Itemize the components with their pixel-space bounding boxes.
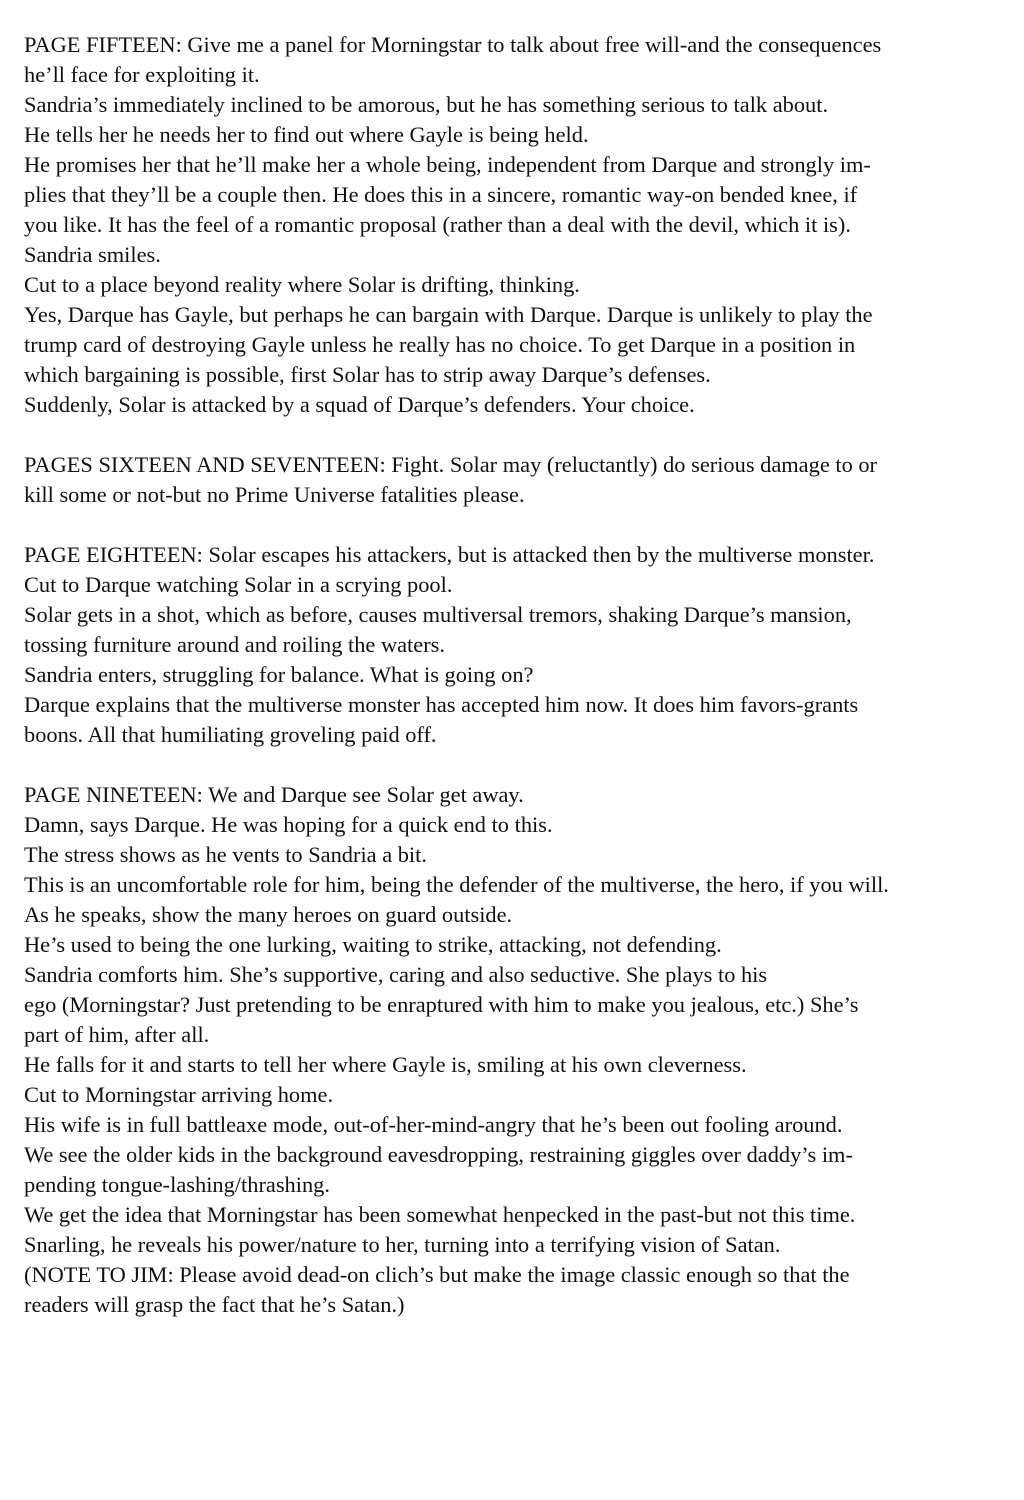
text-line: He promises her that he’ll make her a whole being, independent from Darque and strongly im- [24, 152, 871, 177]
text-line: His wife is in full battleaxe mode, out-of-her-mind-angry that he’s been out fooling around. [24, 1112, 843, 1137]
text-line: kill some or not-but no Prime Universe fatalities please. [24, 482, 525, 507]
text-line: (NOTE TO JIM: Please avoid dead-on clich’s but make the image classic enough so that the [24, 1262, 850, 1287]
text-line: ego (Morningstar? Just pretending to be enraptured with him to make you jealous, etc.) She’s [24, 992, 859, 1017]
text-line: part of him, after all. [24, 1022, 210, 1047]
text-line: Sandria comforts him. She’s supportive, caring and also seductive. She plays to his [24, 962, 768, 987]
script-section-2 [24, 450, 1009, 510]
text-line: Cut to Morningstar arriving home. [24, 1082, 334, 1107]
text-line: He tells her he needs her to find out where Gayle is being held. [24, 122, 589, 147]
text-line: Sandria’s immediately inclined to be amorous, but he has something serious to talk about. [24, 92, 829, 117]
script-section-3 [24, 540, 1009, 750]
text-line: Snarling, he reveals his power/nature to her, turning into a terrifying vision of Satan. [24, 1232, 781, 1257]
text-line: This is an uncomfortable role for him, being the defender of the multiverse, the hero, if you will. [24, 872, 889, 897]
text-line: PAGE FIFTEEN: Give me a panel for Morningstar to talk about free will-and the consequences [24, 32, 882, 57]
text-line: he’ll face for exploiting it. [24, 62, 260, 87]
text-line: Sandria enters, struggling for balance. What is going on? [24, 662, 534, 687]
text-line: which bargaining is possible, first Solar has to strip away Darque’s defenses. [24, 362, 711, 387]
text-line: you like. It has the feel of a romantic proposal (rather than a deal with the devil, which it is). [24, 212, 851, 237]
text-line: plies that they’ll be a couple then. He does this in a sincere, romantic way-on bended knee, if [24, 182, 858, 207]
section-spacer [24, 750, 1009, 780]
text-line: PAGE EIGHTEEN: Solar escapes his attackers, but is attacked then by the multiverse monster. [24, 542, 875, 567]
text-line: The stress shows as he vents to Sandria a bit. [24, 842, 427, 867]
text-line: PAGE NINETEEN: We and Darque see Solar get away. [24, 782, 524, 807]
text-line: Cut to a place beyond reality where Solar is drifting, thinking. [24, 272, 580, 297]
text-line: readers will grasp the fact that he’s Satan.) [24, 1292, 405, 1317]
text-line: Sandria smiles. [24, 242, 161, 267]
text-line: As he speaks, show the many heroes on guard outside. [24, 902, 513, 927]
section-spacer [24, 510, 1009, 540]
text-line: Yes, Darque has Gayle, but perhaps he can bargain with Darque. Darque is unlikely to play the [24, 302, 873, 327]
text-line: tossing furniture around and roiling the waters. [24, 632, 445, 657]
text-line: boons. All that humiliating groveling paid off. [24, 722, 437, 747]
text-line: pending tongue-lashing/thrashing. [24, 1172, 330, 1197]
text-line: Cut to Darque watching Solar in a scrying pool. [24, 572, 453, 597]
text-line: He’s used to being the one lurking, waiting to strike, attacking, not defending. [24, 932, 722, 957]
script-page [24, 30, 1009, 1320]
text-line: Suddenly, Solar is attacked by a squad of Darque’s defenders. Your choice. [24, 392, 695, 417]
text-line: Solar gets in a shot, which as before, causes multiversal tremors, shaking Darque’s mansion, [24, 602, 852, 627]
script-section-1 [24, 30, 1009, 420]
text-line: PAGES SIXTEEN AND SEVENTEEN: Fight. Solar may (reluctantly) do serious damage to or [24, 452, 878, 477]
text-line: He falls for it and starts to tell her where Gayle is, smiling at his own cleverness. [24, 1052, 747, 1077]
text-line: We get the idea that Morningstar has been somewhat henpecked in the past-but not this time. [24, 1202, 856, 1227]
script-section-4 [24, 780, 1009, 1320]
section-spacer [24, 420, 1009, 450]
text-line: We see the older kids in the background eavesdropping, restraining giggles over daddy’s im- [24, 1142, 853, 1167]
text-line: Damn, says Darque. He was hoping for a quick end to this. [24, 812, 553, 837]
text-line: Darque explains that the multiverse monster has accepted him now. It does him favors-grants [24, 692, 859, 717]
text-line: trump card of destroying Gayle unless he really has no choice. To get Darque in a position in [24, 332, 856, 357]
